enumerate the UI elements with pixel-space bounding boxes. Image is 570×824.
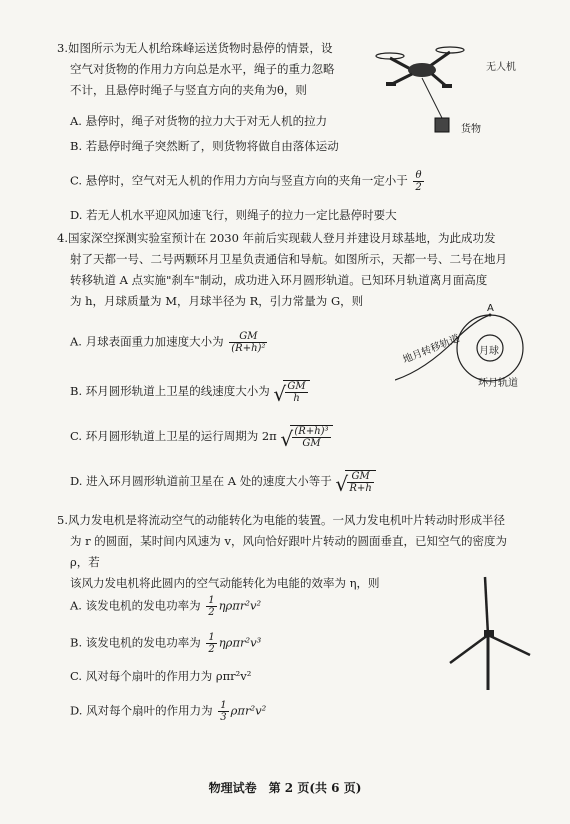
cargo-label: 货物 <box>461 124 481 135</box>
fraction: $\frac{1}{3}$ <box>220 700 227 723</box>
question-3-stem: 3.如图所示为无人机给珠峰运送货物时悬停的情景，设 空气对货物的作用力方向总是水平，绳子的重力忽略 不计，且悬停时绳子与竖直方向的夹角为θ，则 <box>57 41 335 97</box>
q3-option-b: B. 若悬停时绳子突然断了，则货物将做自由落体运动 <box>70 139 339 153</box>
q4-option-b: B. 环月圆形轨道上卫星的线速度大小为 √ $\frac{GM}{h}$ <box>70 380 310 404</box>
q3-option-d: D. 若无人机水平迎风加速飞行，则绳子的拉力一定比悬停时要大 <box>70 208 397 222</box>
q5-option-b: B. 该发电机的发电功率为 $\frac{1}{2}$ ηρπr²v³ <box>70 632 262 655</box>
drone-icon <box>376 47 464 88</box>
lunar-orbit-label: 环月轨道 <box>478 378 518 389</box>
q3-option-a: A. 悬停时，绳子对货物的拉力大于对无人机的拉力 <box>70 114 328 128</box>
question-number: 4. <box>57 231 68 245</box>
q4-option-a: A. 月球表面重力加速度大小为 $\frac{GM}{\text{(R+h)²}}$ <box>70 331 266 354</box>
wind-turbine-icon <box>450 577 530 690</box>
q5-option-a: A. 该发电机的发电功率为 $\frac{1}{2}$ ηρπr²v² <box>70 595 262 618</box>
question-number: 3. <box>57 41 68 55</box>
drone-label: 无人机 <box>486 62 516 73</box>
q4-option-d: D. 进入环月圆形轨道前卫星在 A 处的速度大小等于 √ $\frac{GM}{R+h}$ <box>70 470 376 494</box>
fraction: $\frac{GM}{\text{(R+h)²}}$ <box>231 331 266 354</box>
cargo-icon <box>435 118 449 132</box>
point-a-label: A <box>487 303 494 314</box>
q4-option-c: C. 环月圆形轨道上卫星的运行周期为 2π √ $\frac{\text{(R+h)³}}{GM}$ <box>70 425 333 449</box>
square-root: √ $\frac{GM}{R+h}$ <box>337 470 375 494</box>
fraction: $\frac{\theta}{2}$ <box>415 170 422 193</box>
fraction: $\frac{1}{2}$ <box>208 632 215 655</box>
fraction: $\frac{1}{2}$ <box>208 595 215 618</box>
q5-option-c: C. 风对每个扇叶的作用力为 ρπr²v² <box>70 669 252 683</box>
square-root: √ $\frac{\text{(R+h)³}}{GM}$ <box>282 425 332 449</box>
question-4-stem: 4.国家深空探测实验室预计在 2030 年前后实现载人登月并建设月球基地，为此成功发 射了天都一号、二号两颗环月卫星负责通信和导航。如图所示，天都一号、二号在地月 转移轨道 A 点实施"刹车"制动，成功进入环月圆形轨道。已知环月轨道离月面高度 为 h，月球质量为 M，月球半径为 R，引力常量为 G，则 <box>57 231 507 308</box>
square-root: √ $\frac{GM}{h}$ <box>275 380 309 404</box>
drone-figure <box>372 40 522 140</box>
wind-turbine-figure <box>445 575 535 695</box>
question-number: 5. <box>57 513 68 527</box>
moon-label: 月球 <box>479 346 499 357</box>
q5-option-d: D. 风对每个扇叶的作用力为 $\frac{1}{3}$ ρπr²v² <box>70 700 267 723</box>
page-footer: 物理试卷 第 2 页(共 6 页) <box>208 781 362 795</box>
question-5-stem: 5.风力发电机是将流动空气的动能转化为电能的装置。一风力发电机叶片转动时形成半径 为 r 的圆面，某时间内风速为 v，风向恰好跟叶片转动的圆面垂直，已知空气的密度为 ρ，若 该风力发电机将此圆内的空气动能转化为电能的效率为 η，则 <box>57 513 507 590</box>
transfer-orbit-label: 地月转移轨道 <box>401 333 462 366</box>
q3-option-c: C. 悬停时，空气对无人机的作用力方向与竖直方向的夹角一定小于 $\frac{\theta}{2}$ <box>70 170 422 193</box>
